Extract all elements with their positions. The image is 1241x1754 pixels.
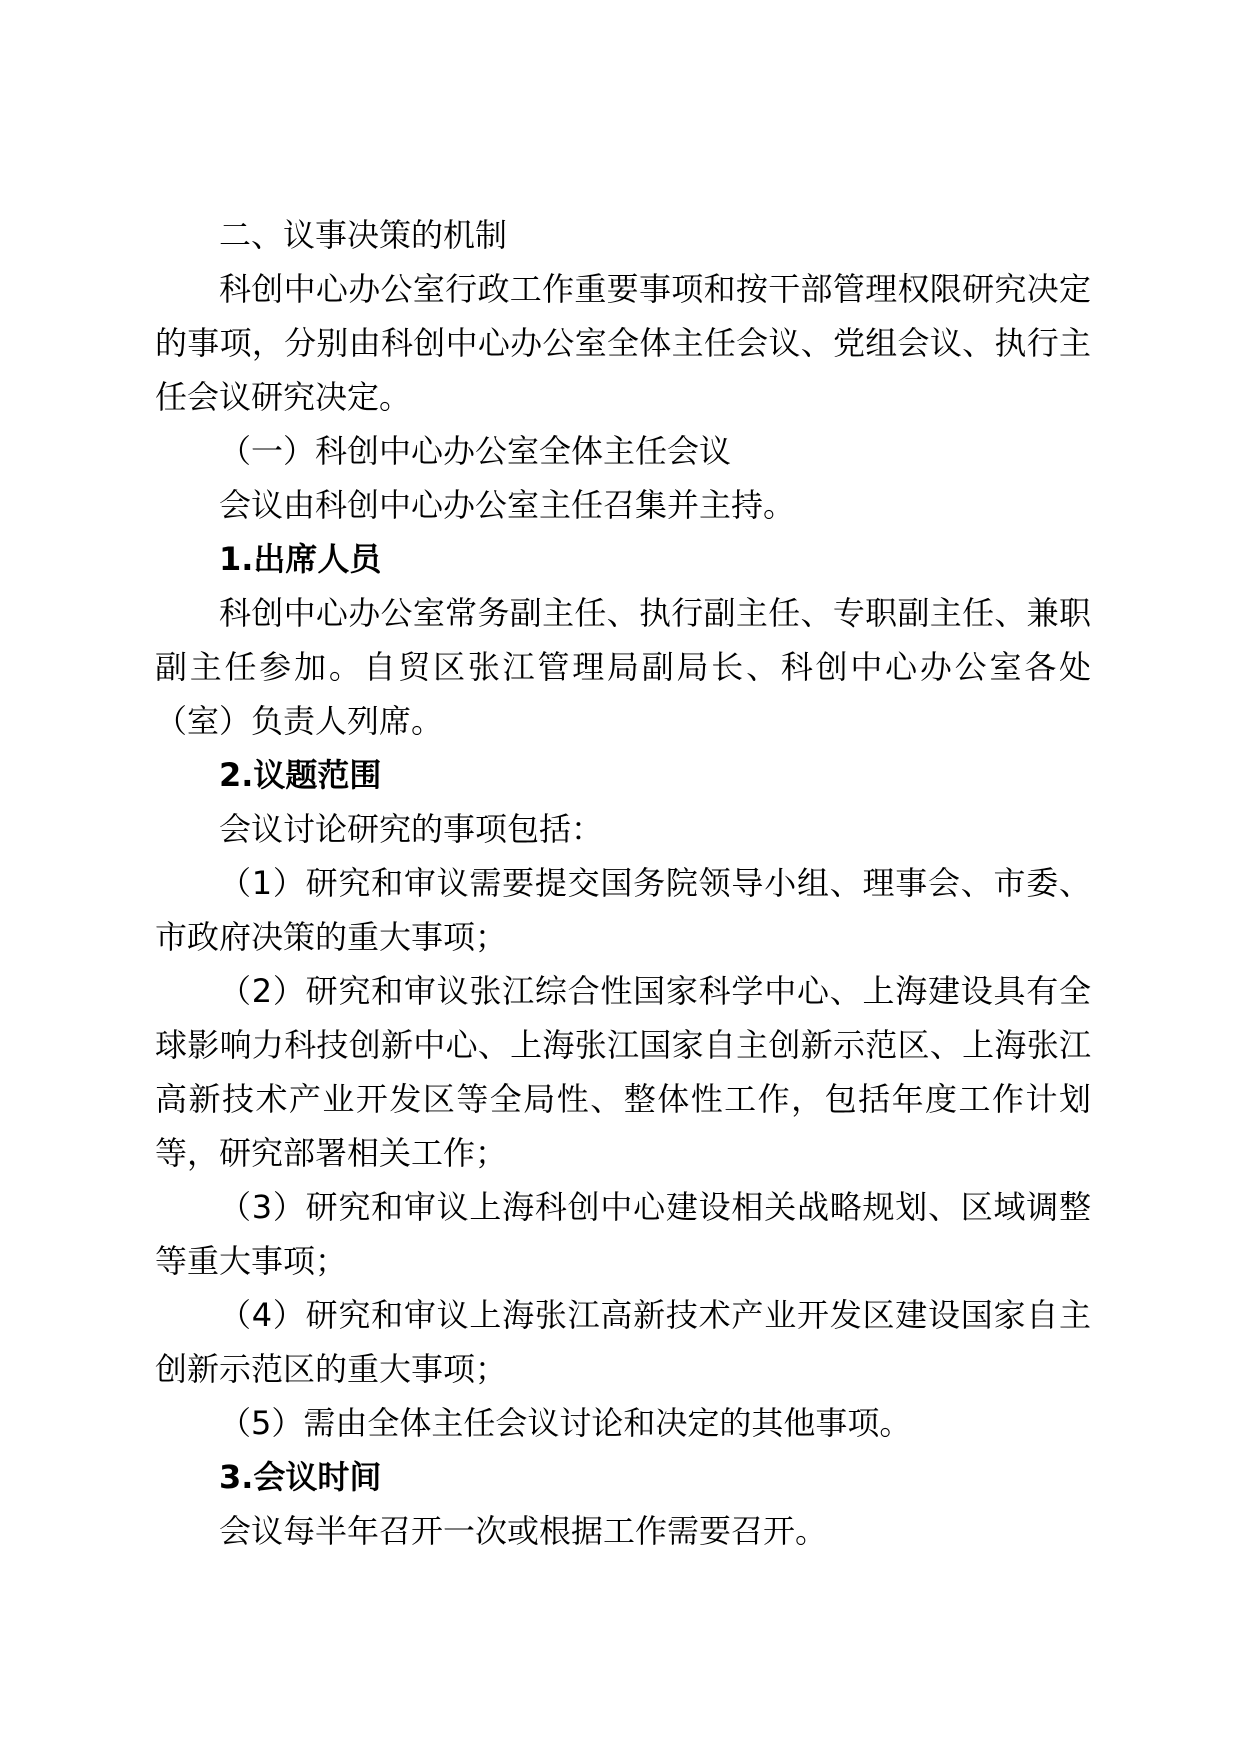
list-item: （3）研究和审议上海科创中心建设相关战略规划、区域调整等重大事项； bbox=[155, 1188, 1091, 1280]
section-title: 二、议事决策的机制 bbox=[219, 216, 508, 254]
attendees-paragraph: 科创中心办公室常务副主任、执行副主任、专职副主任、兼职副主任参加。自贸区张江管理局副局长、科创中心办公室各处（室）负责人列席。 bbox=[155, 594, 1091, 740]
scope-intro: 会议讨论研究的事项包括： bbox=[219, 810, 604, 848]
list-item: （5）需由全体主任会议讨论和决定的其他事项。 bbox=[219, 1404, 912, 1442]
list-item: （1）研究和审议需要提交国务院领导小组、理事会、市委、市政府决策的重大事项； bbox=[155, 864, 1091, 956]
heading-attendees: 1.出席人员 bbox=[219, 540, 382, 578]
intro-paragraph: 科创中心办公室行政工作重要事项和按干部管理权限研究决定的事项，分别由科创中心办公室全体主任会议、党组会议、执行主任会议研究决定。 bbox=[155, 270, 1091, 416]
convener-paragraph: 会议由科创中心办公室主任召集并主持。 bbox=[219, 486, 796, 524]
subsection-title: （一）科创中心办公室全体主任会议 bbox=[219, 432, 732, 470]
list-item: （2）研究和审议张江综合性国家科学中心、上海建设具有全球影响力科技创新中心、上海张江国家自主创新示范区、上海张江高新技术产业开发区等全局性、整体性工作，包括年度工作计划等，研究部署相关工作； bbox=[155, 972, 1091, 1172]
heading-meeting-time: 3.会议时间 bbox=[219, 1458, 382, 1496]
document-page bbox=[155, 208, 1091, 1558]
meeting-time-paragraph: 会议每半年召开一次或根据工作需要召开。 bbox=[219, 1512, 828, 1550]
heading-scope: 2.议题范围 bbox=[219, 756, 382, 794]
list-item: （4）研究和审议上海张江高新技术产业开发区建设国家自主创新示范区的重大事项； bbox=[155, 1296, 1091, 1388]
